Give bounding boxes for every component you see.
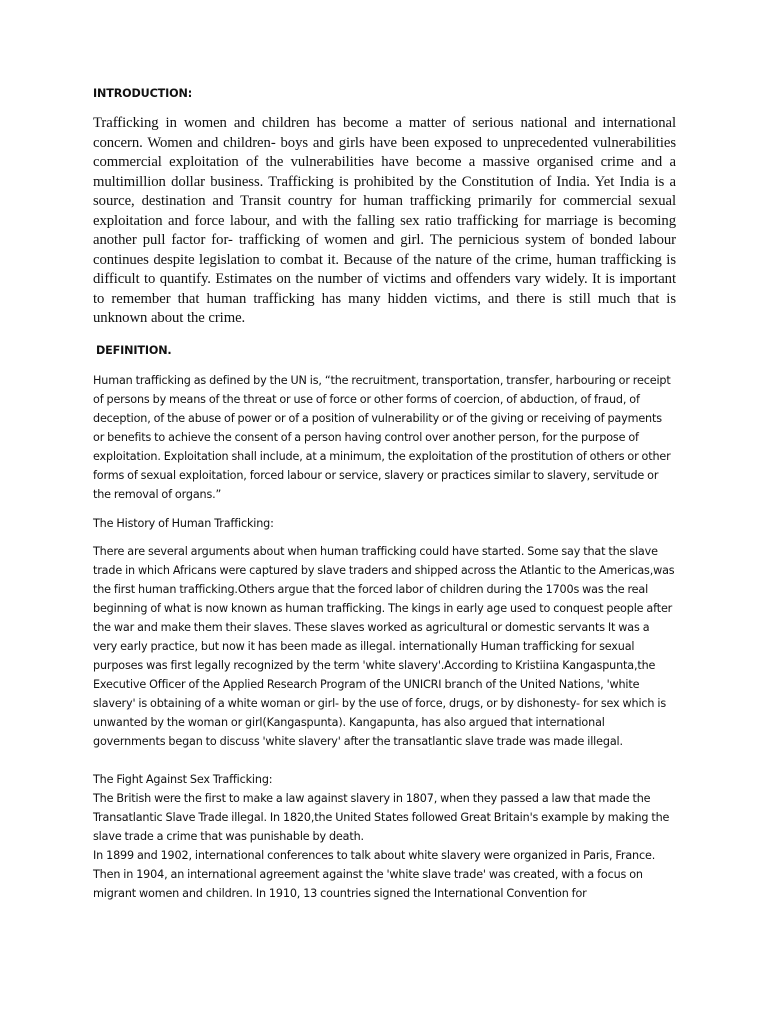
fight-paragraph-2: In 1899 and 1902, international conferences to talk about white slavery were organized in Paris, France. Then in 1904, an international agreement against the 'white slave trade' was created, with a focus on migrant women and children. In 1910, 13 countries signed the International Convention for: [93, 848, 656, 900]
definition-paragraph: Human trafficking as defined by the UN is, “the recruitment, transportation, transfer, harbouring or receipt of persons by means of the threat or use of force or other forms of coercion, of abduction, of fraud, of deception, of the abuse of power or of a position of vulnerability or of the giving or receiving of payments or benefits to achieve the consent of a person having control over another person, for the purpose of exploitation. Exploitation shall include, at a minimum, the exploitation of the prostitution of others or other forms of sexual exploitation, forced labour or service, slavery or practices similar to slavery, servitude or the removal of organs.”: [93, 373, 671, 501]
fight-heading: The Fight Against Sex Trafficking:: [93, 772, 273, 786]
history-heading: The History of Human Trafficking:: [93, 516, 274, 530]
fight-paragraph-1: The British were the first to make a law against slavery in 1807, when they passed a law that made the Transatlantic Slave Trade illegal. In 1820,the United States followed Great Britain's example by making the slave trade a crime that was punishable by death.: [93, 791, 670, 843]
introduction-paragraph: Trafficking in women and children has become a matter of serious national and international concern. Women and children- boys and girls have been exposed to unprecedented vulnerabilities commercial exploitation of the vulnerabilities have become a massive organised crime and a multimillion dollar business. Trafficking is prohibited by the Constitution of India. Yet India is a source, destination and Transit country for human trafficking primarily for commercial sexual exploitation and force labour, and with the falling sex ratio trafficking for marriage is becoming another pull factor for- trafficking of women and girl. The pernicious system of bonded labour continues despite legislation to combat it. Because of the nature of the crime, human trafficking is difficult to quantify. Estimates on the number of victims and offenders vary widely. It is important to remember that human trafficking has many hidden victims, and there is still much that is unknown about the crime.: [93, 115, 676, 326]
introduction-heading: INTRODUCTION:: [93, 87, 193, 100]
definition-heading: DEFINITION.: [96, 343, 172, 357]
history-paragraph: There are several arguments about when human trafficking could have started. Some say that the slave trade in which Africans were captured by slave traders and shipped across the Atlantic to the Americas,was the first human trafficking.Others argue that the forced labor of children during the 1700s was the real beginning of what is now known as human trafficking. The kings in early age used to conquest people after the war and make them their slaves. These slaves worked as agricultural or domestic servants It was a very early practice, but now it has been made as illegal. internationally Human trafficking for sexual purposes was first legally recognized by the term 'white slavery'.According to Kristiina Kangaspunta,the Executive Officer of the Applied Research Program of the UNICRI branch of the United Nations, 'white slavery' is obtaining of a white woman or girl- by the use of force, drugs, or by dishonesty- for sex which is unwanted by the woman or girl(Kangaspunta). Kangapunta, has also argued that international governments began to discuss 'white slavery' after the transatlantic slave trade was made illegal.: [93, 544, 675, 748]
document-content: [93, 84, 676, 903]
